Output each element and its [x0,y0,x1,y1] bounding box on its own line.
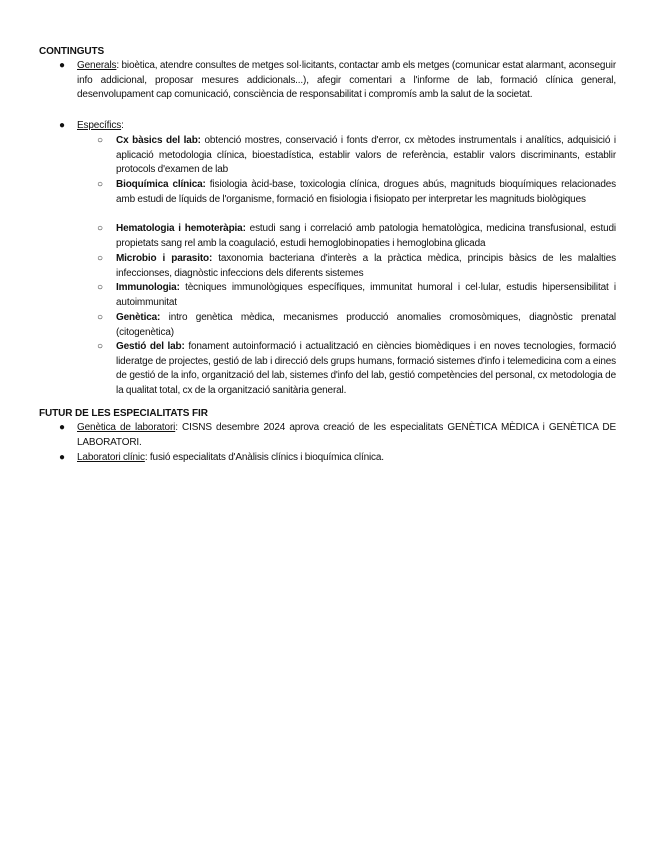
circle-bullet-icon: ○ [97,282,104,293]
circle-bullet-icon: ○ [97,223,104,234]
circle-bullet-icon: ○ [97,312,104,323]
sublist-item [116,252,616,281]
sublist-item [116,340,616,398]
sublist-item-title: Immunologia: [116,282,180,293]
futur-item-label: Genètica de laboratori [77,422,176,433]
circle-bullet-icon: ○ [97,135,104,146]
sublist-item-text: taxonomia bacteriana d'interès a la pràctica mèdica, principis bàsics de les malalties infeccionses, diagnòstic infeccions dels diferents sistemes [116,253,616,279]
bullet-icon: ● [59,422,66,433]
sublist-item-title: Bioquímica clínica: [116,179,206,190]
sublist-item-title: Gestió del lab: [116,341,185,352]
sublist-item-text: obtenció mostres, conservació i fonts d'error, cx mètodes instrumentals i analítics, adquisició i aplicació metodologia clínica, bioestadística, establir valors de referència, establir valors discriminants, establir protocols d'examen de lab [116,135,616,175]
sublist-item-text: intro genètica mèdica, mecanismes producció anomalies cromosòmiques, diagnòstic prenatal (citogenètica) [116,312,616,338]
list-item-especifics [77,119,616,134]
sublist-item-title: Microbio i parasito: [116,253,213,264]
list-item-genetica-laboratori [77,421,616,450]
circle-bullet-icon: ○ [97,341,104,352]
bullet-icon: ● [59,452,66,463]
circle-bullet-icon: ○ [97,179,104,190]
sublist-item-text: fonament autoinformació i actualització en ciències biomèdiques i en noves tecnologies, formació lideratge de projectes, gestió de lab i direcció dels grups humans, formació sistemes d'info i telemedicina com a eines de gestió de la info, organització del lab, sistemes d'info del lab, gestió competències del personal, cx metodologia de la qualitat total, cx de la organització sanitària general. [116,341,616,396]
circle-bullet-icon: ○ [97,253,104,264]
futur-item-text: : fusió especialitats d'Anàlisis clínics i bioquímica clínica. [144,452,384,463]
sublist-item-title: Cx bàsics del lab: [116,135,201,146]
sublist-item [116,222,616,251]
sublist-item [116,134,616,178]
list-item-generals [77,59,616,103]
sublist-item [116,311,616,340]
generals-label: Generals [77,60,117,71]
sublist-item-text: fisiologia àcid-base, toxicologia clínica, drogues abús, magnituds bioquímiques relacionades amb estudi de líquids de l'organisme, formació en fisiologia i fisiopato per interpretar les magnituds biològiques [116,179,616,205]
futur-item-text: : CISNS desembre 2024 aprova creació de les especialitats GENÈTICA MÈDICA i GENÈTICA DE LABORATORI. [77,422,616,448]
especifics-label: Específics [77,120,122,131]
sublist-item-title: Hematologia i hemoteràpia: [116,223,246,234]
section-heading-continguts: CONTINGUTS [39,46,105,57]
sublist-item [116,178,616,207]
bullet-icon: ● [59,120,66,131]
list-item-laboratori-clinic [77,451,616,466]
sublist-item-text: estudi sang i correlació amb patologia hematològica, medicina transfusional, estudi propietats sang rel amb la coagulació, estudi hemoglobinopaties i hemoglobina glicada [116,223,616,249]
sublist-item-title: Genètica: [116,312,161,323]
generals-text: : bioètica, atendre consultes de metges sol·licitants, contactar amb els metges (comunicar estat alarmant, aconseguir info addicional, proposar mesures addicionals...), afegir comentari a l'informe de lab, formació clínica general, desenvolupament cap comunicació, consciència de responsabilitat i compromís amb la salut de la societat. [77,60,616,100]
futur-item-label: Laboratori clínic [77,452,145,463]
sublist-item [116,281,616,310]
bullet-icon: ● [59,60,66,71]
especifics-text: : [121,120,124,131]
sublist-item-text: tècniques immunològiques específiques, immunitat humoral i cel·lular, estudis hipersensibilitat i autoimmunitat [116,282,616,308]
section-heading-futur: FUTUR DE LES ESPECIALITATS FIR [39,408,208,419]
